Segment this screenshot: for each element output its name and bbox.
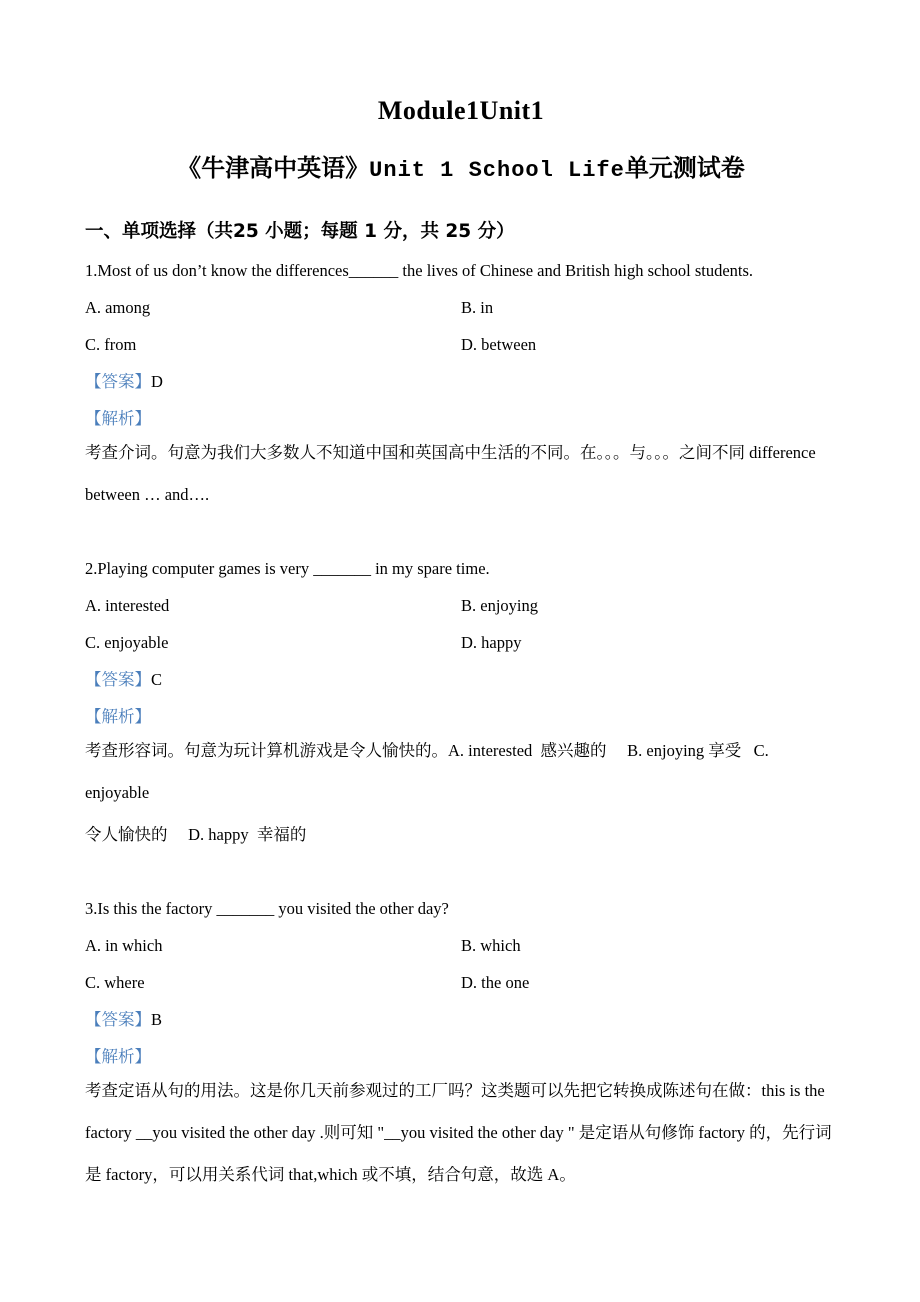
answer-line — [85, 371, 837, 393]
analysis-label: 【解析】 — [85, 707, 151, 726]
analysis-line — [85, 706, 837, 728]
analysis-line-2: 令人愉快的 D. happy 幸福的 — [85, 825, 307, 844]
question-stem: 2.Playing computer games is very _______ in my spare time. — [85, 559, 490, 578]
analysis-line-2: between … and…. — [85, 485, 210, 504]
analysis-text — [85, 1070, 837, 1196]
option-a: A. interested — [85, 596, 170, 615]
question-2 — [85, 558, 837, 856]
options-grid — [85, 595, 837, 654]
analysis-line — [85, 408, 837, 430]
option-c: C. where — [85, 973, 145, 992]
analysis-line-1: 考查形容词。句意为玩计算机游戏是令人愉快的。A. interested 感兴趣的 B. enjoying 享受 C. enjoyable — [85, 741, 773, 802]
document-subtitle — [85, 154, 837, 186]
question-1 — [85, 260, 837, 516]
analysis-line-2: factory __you visited the other day .则可知 "__you visited the other day " 是定语从句修饰 factory 的，先行词 — [85, 1123, 832, 1142]
subtitle-cn-prefix: 《牛津高中英语》 — [177, 156, 370, 182]
answer-line — [85, 669, 837, 691]
question-stem: 1.Most of us don’t know the differences______ the lives of Chinese and British high school students. — [85, 261, 754, 280]
answer-label: 【答案】 — [85, 670, 151, 689]
answer-label: 【答案】 — [85, 372, 151, 391]
analysis-label: 【解析】 — [85, 409, 151, 428]
analysis-line-3: 是 factory，可以用关系代词 that,which 或不填，结合句意，故选 A。 — [85, 1165, 576, 1184]
analysis-text — [85, 730, 837, 856]
question-stem: 3.Is this the factory _______ you visited the other day? — [85, 899, 449, 918]
analysis-text — [85, 432, 837, 516]
answer-label: 【答案】 — [85, 1010, 151, 1029]
option-d: D. the one — [461, 973, 530, 992]
document-title: Module1Unit1 — [377, 96, 545, 125]
option-d: D. between — [461, 335, 537, 354]
answer-line — [85, 1009, 837, 1031]
option-a: A. among — [85, 298, 151, 317]
analysis-line-1: 考查介词。句意为我们大多数人不知道中国和英国高中生活的不同。在。。。与。。。之间不同 difference — [85, 443, 816, 462]
subtitle-english: Unit 1 School Life — [369, 158, 625, 183]
subtitle-cn-suffix: 单元测试卷 — [624, 156, 745, 182]
answer-value: C — [151, 670, 163, 689]
question-3 — [85, 898, 837, 1196]
analysis-label: 【解析】 — [85, 1047, 151, 1066]
analysis-line — [85, 1046, 837, 1068]
answer-value: B — [151, 1010, 163, 1029]
section-header: 一、单项选择（共25 小题；每题 1 分，共 25 分） — [85, 221, 515, 242]
option-c: C. enjoyable — [85, 633, 169, 652]
option-d: D. happy — [461, 633, 522, 652]
options-grid — [85, 935, 837, 994]
answer-value: D — [151, 372, 163, 391]
option-b: B. which — [461, 936, 521, 955]
option-b: B. enjoying — [461, 596, 538, 615]
option-c: C. from — [85, 335, 137, 354]
options-grid — [85, 297, 837, 356]
analysis-line-1: 考查定语从句的用法。这是你几天前参观过的工厂吗？这类题可以先把它转换成陈述句在做：this is the — [85, 1081, 825, 1100]
option-a: A. in which — [85, 936, 163, 955]
option-b: B. in — [461, 298, 494, 317]
